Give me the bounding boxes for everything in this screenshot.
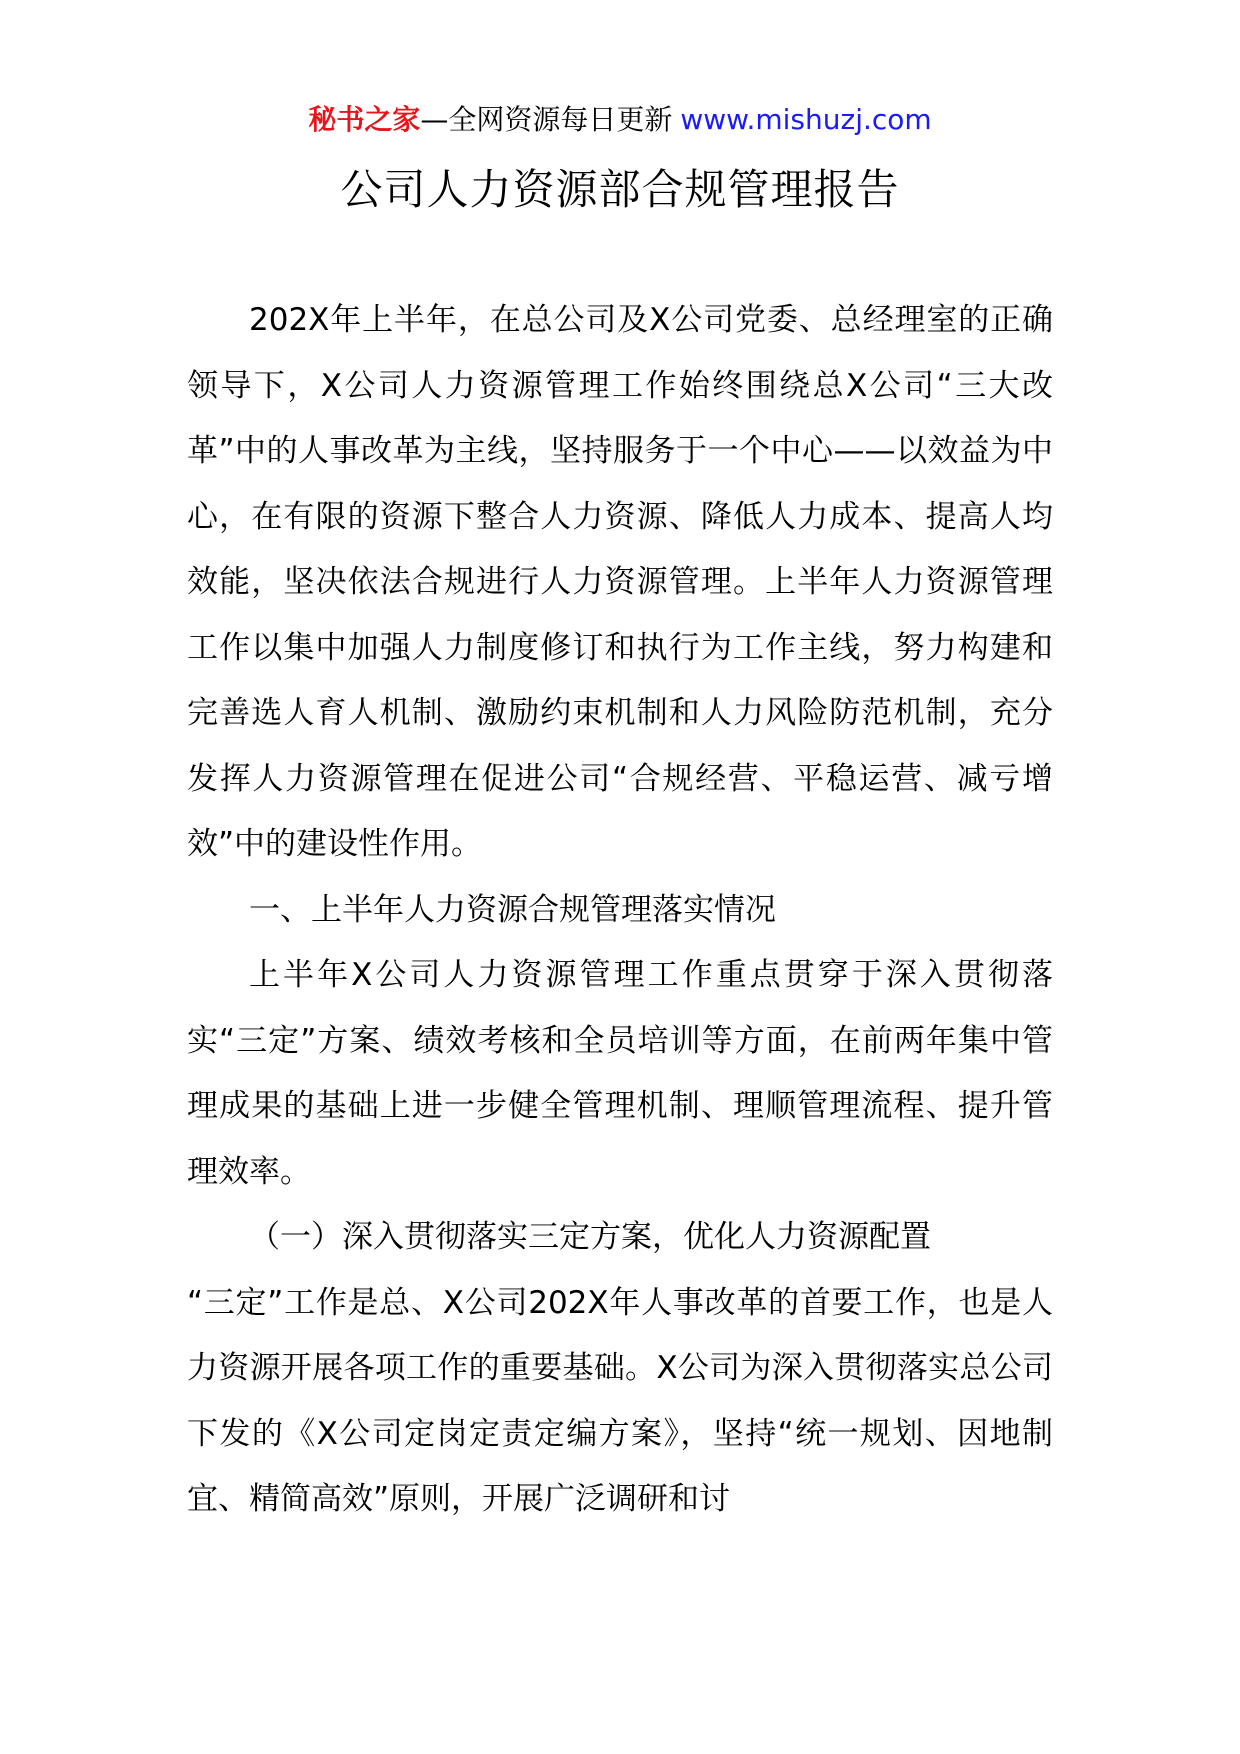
document-title: 公司人力资源部合规管理报告 <box>340 165 900 214</box>
subsection-heading-1: （一）深入贯彻落实三定方案，优化人力资源配置 <box>249 1219 931 1255</box>
document-body <box>187 288 1053 1533</box>
banner-slogan: —全网资源每日更新 <box>420 103 673 136</box>
paragraph-subsection-1: “三定”工作是总、X公司202X年人事改革的首要工作，也是人力资源开展各项工作的重要基础。X公司为深入贯彻落实总公司下发的《X公司定岗定责定编方案》，坚持“统一规划、因地制宜、精简高效”原则，开展广泛调研和讨 <box>187 1284 1053 1517</box>
section-heading-1: 一、上半年人力资源合规管理落实情况 <box>249 891 776 928</box>
paragraph-intro: 202X年上半年，在总公司及X公司党委、总经理室的正确领导下，X公司人力资源管理工作始终围绕总X公司“三大改革”中的人事改革为主线，坚持服务于一个中心——以效益为中心，在有限的资源下整合人力资源、降低人力成本、提高人均效能，坚决依法合规进行人力资源管理。上半年人力资源管理工作以集中加强人力制度修订和执行为工作主线，努力构建和完善选人育人机制、激励约束机制和人力风险防范机制，充分发挥人力资源管理在促进公司“合规经营、平稳运营、减亏增效”中的建设性作用。 <box>187 302 1053 862</box>
header-banner <box>0 100 1240 140</box>
brand-name: 秘书之家 <box>308 103 421 136</box>
paragraph-section-1: 上半年X公司人力资源管理工作重点贯穿于深入贯彻落实“三定”方案、绩效考核和全员培训等方面，在前两年集中管理成果的基础上进一步健全管理机制、理顺管理流程、提升管理效率。 <box>187 957 1053 1190</box>
website-link[interactable]: www.mishuzj.com <box>680 103 932 136</box>
